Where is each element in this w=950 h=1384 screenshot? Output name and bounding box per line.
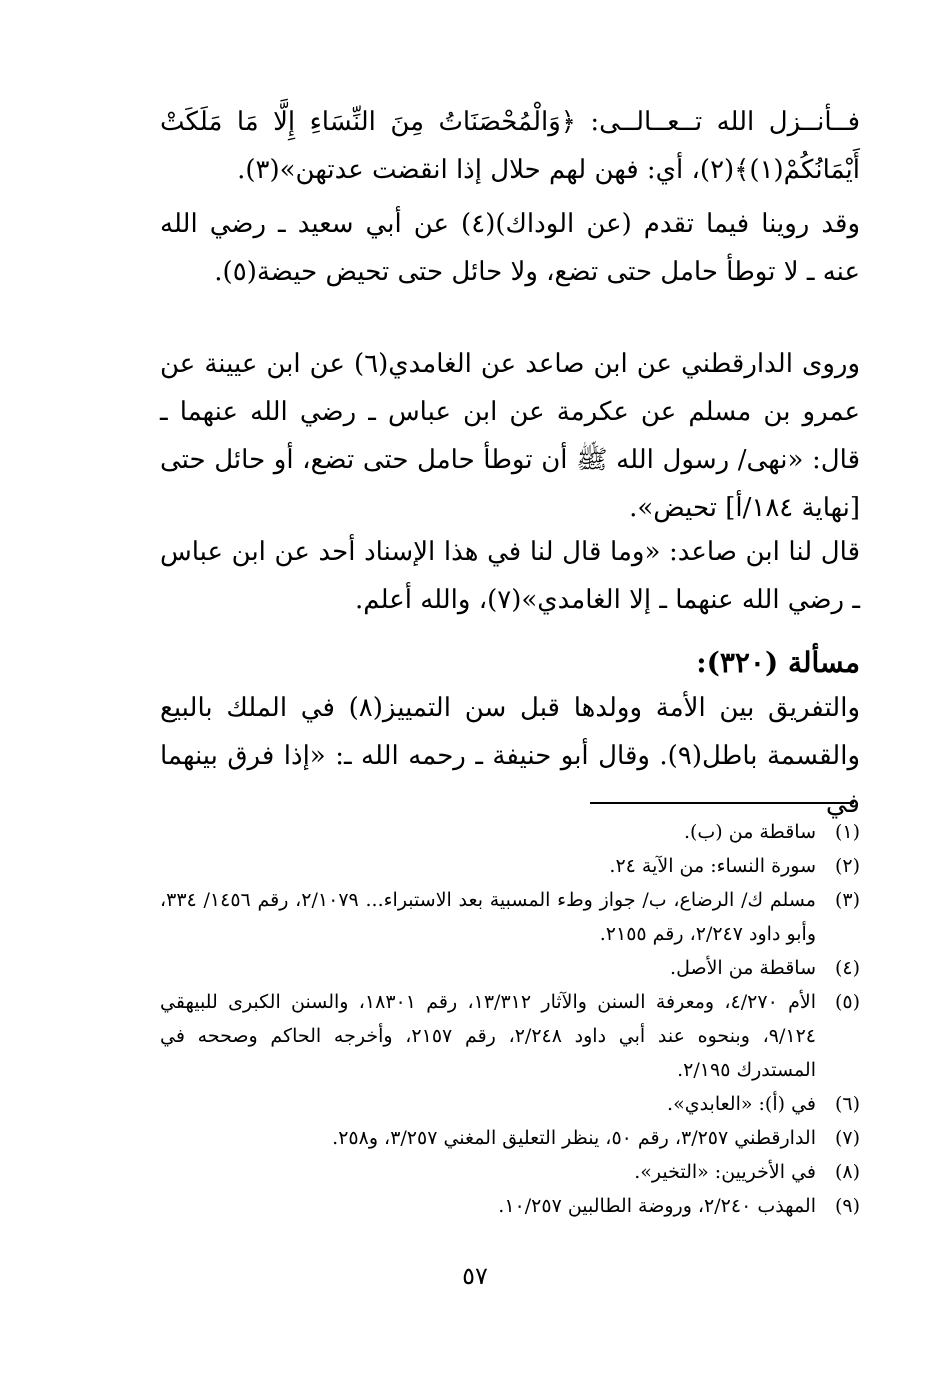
footnote-text: الدارقطني ٣/٢٥٧، رقم ٥٠، ينظر التعليق المغني ٣/٢٥٧، و٢٥٨. bbox=[332, 1127, 816, 1149]
footnote-number: (٤) bbox=[834, 957, 860, 979]
footnote-text: ساقطة من الأصل. bbox=[670, 957, 816, 979]
footnote-number: (٨) bbox=[834, 1161, 860, 1183]
footnote bbox=[160, 815, 860, 849]
footnote-text: الأم ٤/٢٧٠، ومعرفة السنن والآثار ١٣/٣١٢، رقم ١٨٣٠١، والسنن الكبرى للبيهقي ٩/١٢٤، وبنحوه عند أبي داود ٢/٢٤٨، رقم ٢١٥٧، وأخرجه الحاكم وصححه في المستدرك ٢/١٩٥. bbox=[160, 991, 816, 1081]
paragraph-4-text: قال لنا ابن صاعد: «وما قال لنا في هذا الإسناد أحد عن ابن عباس ـ رضي الله عنهما ـ إلا الغامدي»(٧)، والله أعلم. bbox=[160, 537, 860, 615]
footnote-number: (٩) bbox=[834, 1195, 860, 1217]
footnote-text: في الأخريين: «التخير». bbox=[634, 1161, 816, 1183]
paragraph-2-text: وقد روينا فيما تقدم (عن الوداك)(٤) عن أبي سعيد ـ رضي الله عنه ـ لا توطأ حامل حتى تضع، ولا حائل حتى تحيض حيضة(٥). bbox=[160, 209, 860, 287]
paragraph-1-text: فــأنــزل الله تــعــالــى: ﴿وَالْمُحْصَنَاتُ مِنَ النِّسَاءِ إِلَّا مَا مَلَكَتْ أَيْمَانُكُمْ(١)﴾(٢)، أي: فهن لهم حلال إذا انقضت عدتهن»(٣). bbox=[160, 107, 860, 185]
paragraph-1 bbox=[160, 98, 860, 194]
footnote-text: مسلم ك/ الرضاع، ب/ جواز وطء المسبية بعد الاستبراء... ٢/١٠٧٩، رقم ١٤٥٦/ ٣٣٤، وأبو داود ٢/٢٤٧، رقم ٢١٥٥. bbox=[160, 889, 816, 945]
paragraph-5 bbox=[160, 684, 860, 828]
page-number: ٥٧ bbox=[462, 1262, 488, 1290]
footnote bbox=[160, 1087, 860, 1121]
footnote bbox=[160, 1155, 860, 1189]
footnote-text: في (أ): «العابدي». bbox=[667, 1093, 816, 1115]
paragraph-5-text: والتفريق بين الأمة وولدها قبل سن التمييز(٨) في الملك بالبيع والقسمة باطل(٩). وقال أبو حنيفة ـ رحمه الله ـ: «إذا فرق بينهما في bbox=[160, 693, 861, 819]
footnote bbox=[160, 1189, 860, 1223]
footnote-text: سورة النساء: من الآية ٢٤. bbox=[609, 855, 816, 877]
footnote-number: (٣) bbox=[834, 889, 860, 911]
paragraph-3-text: وروى الدارقطني عن ابن صاعد عن الغامدي(٦) عن ابن عيينة عن عمرو بن مسلم عن عكرمة عن ابن عباس ـ رضي الله عنهما ـ قال: «نهى/ رسول الله ﷺ أن توطأ حامل حتى تضع، أو حائل حتى [نهاية ١٨٤/أ] تحيض». bbox=[160, 349, 860, 523]
footnote bbox=[160, 985, 860, 1087]
footnote-number: (٥) bbox=[834, 991, 860, 1013]
footnote-separator bbox=[590, 802, 854, 804]
section-heading: مسألة (٣٢٠): bbox=[696, 646, 860, 679]
footnote-number: (٦) bbox=[834, 1093, 860, 1115]
footnotes bbox=[160, 815, 860, 1223]
footnote-number: (١) bbox=[834, 821, 860, 843]
footnote bbox=[160, 849, 860, 883]
paragraph-2 bbox=[160, 200, 860, 296]
footnote-number: (٢) bbox=[834, 855, 860, 877]
paragraph-3 bbox=[160, 340, 860, 532]
footnote bbox=[160, 951, 860, 985]
footnote-text: ساقطة من (ب). bbox=[683, 821, 816, 843]
footnote-number: (٧) bbox=[834, 1127, 860, 1149]
paragraph-4 bbox=[160, 528, 860, 624]
footnote-text: المهذب ٢/٢٤٠، وروضة الطالبين ١٠/٢٥٧. bbox=[498, 1195, 816, 1217]
footnote bbox=[160, 883, 860, 951]
footnote bbox=[160, 1121, 860, 1155]
